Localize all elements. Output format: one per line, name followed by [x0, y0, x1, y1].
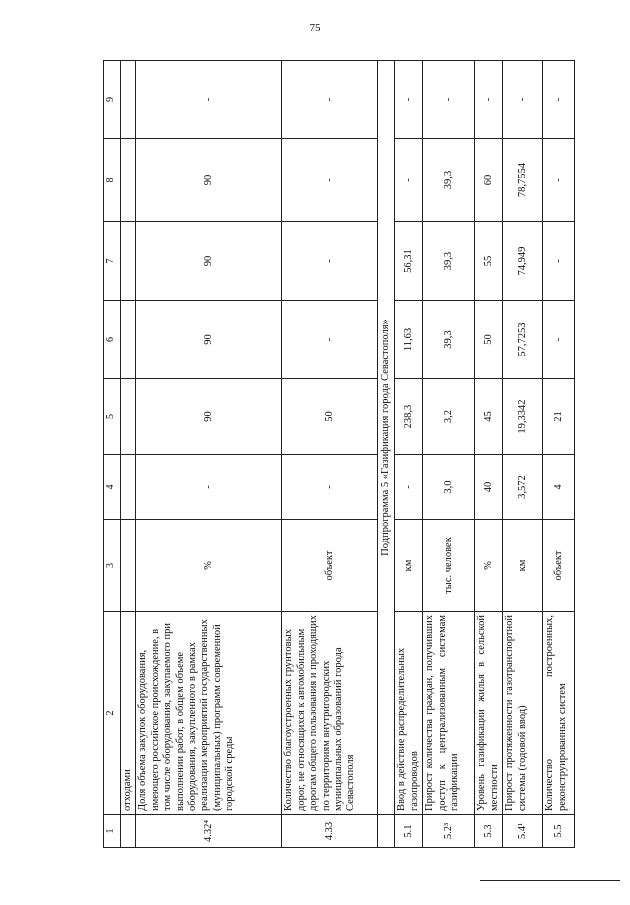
row-value [121, 379, 136, 455]
header-row [104, 61, 121, 848]
row-value: 60 [475, 139, 503, 222]
row-value: - [282, 61, 378, 139]
row-value: - [395, 455, 423, 520]
row-value: 39,3 [423, 222, 475, 301]
row-unit: объект [543, 520, 575, 612]
row-value: - [543, 222, 575, 301]
row-unit: км [503, 520, 543, 612]
row-name: Уровень газификации жилья в сельской местности [475, 612, 503, 815]
header-cell: 6 [104, 301, 121, 379]
row-value: 3,572 [503, 455, 543, 520]
table-row [121, 61, 136, 848]
row-value: 45 [475, 379, 503, 455]
row-name: Прирост протяженности газотранспортной системы (годовой ввод) [503, 612, 543, 815]
row-id [121, 815, 136, 848]
header-cell: 3 [104, 520, 121, 612]
row-id: 4.32⁴ [136, 815, 282, 848]
row-value: - [543, 301, 575, 379]
table-row [543, 61, 575, 848]
row-value: 3,2 [423, 379, 475, 455]
row-value [121, 222, 136, 301]
footer-rule [480, 880, 620, 881]
row-value: - [282, 139, 378, 222]
header-cell: 7 [104, 222, 121, 301]
row-value: 39,3 [423, 139, 475, 222]
row-unit: км [395, 520, 423, 612]
row-value: 4 [543, 455, 575, 520]
row-name: Количество построенных, реконструированных систем [543, 612, 575, 815]
table-row [423, 61, 475, 848]
row-value: 90 [136, 139, 282, 222]
row-id: 4.33 [282, 815, 378, 848]
header-cell: 8 [104, 139, 121, 222]
row-value: - [282, 222, 378, 301]
row-value: 57,7253 [503, 301, 543, 379]
table-row [395, 61, 423, 848]
subprogram-title: Подпрограмма 5 «Газификация города Севастополя» [378, 61, 395, 815]
row-value: 90 [136, 379, 282, 455]
row-value [121, 301, 136, 379]
header-cell: 5 [104, 379, 121, 455]
row-id: 5.4¹ [503, 815, 543, 848]
subprogram-row [378, 61, 395, 848]
row-value: 78,7554 [503, 139, 543, 222]
row-value: 90 [136, 301, 282, 379]
row-id: 5.5 [543, 815, 575, 848]
row-value: 21 [543, 379, 575, 455]
row-value: - [136, 61, 282, 139]
row-id: 5.3 [475, 815, 503, 848]
header-cell: 2 [104, 612, 121, 815]
row-value: 11,63 [395, 301, 423, 379]
row-name: отходами [121, 612, 136, 815]
row-name: Прирост количества граждан, получивших доступ к централизованным системам газификации [423, 612, 475, 815]
page-number: 75 [309, 22, 321, 34]
table-row [475, 61, 503, 848]
row-value: 90 [136, 222, 282, 301]
row-unit [121, 520, 136, 612]
row-value: 56,31 [395, 222, 423, 301]
row-unit: % [136, 520, 282, 612]
row-id: 5.1 [395, 815, 423, 848]
indicators-table [103, 60, 575, 848]
row-value: 40 [475, 455, 503, 520]
row-value: - [395, 139, 423, 222]
spacer-cell [378, 815, 395, 848]
header-cell: 9 [104, 61, 121, 139]
row-unit: объект [282, 520, 378, 612]
row-value: - [136, 455, 282, 520]
row-unit: % [475, 520, 503, 612]
header-cell: 1 [104, 815, 121, 848]
row-value [121, 61, 136, 139]
rotated-table-wrapper [103, 61, 568, 848]
row-value: - [423, 61, 475, 139]
row-unit: тыс. человек [423, 520, 475, 612]
row-value: 238,3 [395, 379, 423, 455]
row-name: Ввод в действие распределительных газопроводов [395, 612, 423, 815]
row-value: 19,3342 [503, 379, 543, 455]
row-value: - [543, 139, 575, 222]
row-value [121, 455, 136, 520]
row-value: 50 [475, 301, 503, 379]
row-value: 39,3 [423, 301, 475, 379]
row-value: 50 [282, 379, 378, 455]
header-cell: 4 [104, 455, 121, 520]
table-row [282, 61, 378, 848]
row-id: 5.2³ [423, 815, 475, 848]
row-value: - [503, 61, 543, 139]
row-value [121, 139, 136, 222]
row-value: - [475, 61, 503, 139]
table-row [136, 61, 282, 848]
row-value: 74,949 [503, 222, 543, 301]
table-row [503, 61, 543, 848]
row-value: - [282, 455, 378, 520]
row-value: - [395, 61, 423, 139]
row-value: - [282, 301, 378, 379]
row-name: Количество благоустроенных грунтовых дорог, не относящихся к автомобильным дорогам общего пользования и проходящих по территориям внутригородских муниципальных образований города Севастополя [282, 612, 378, 815]
row-value: - [543, 61, 575, 139]
row-name: Доля объема закупок оборудования, имеющего российское происхождение, в том числе оборудования, закупаемого при выполнении работ, в общем объеме оборудования, закупленного в рамках реализации мероприятий государственных (муниципальных) программ современной городской среды [136, 612, 282, 815]
row-value: 3,0 [423, 455, 475, 520]
row-value: 55 [475, 222, 503, 301]
